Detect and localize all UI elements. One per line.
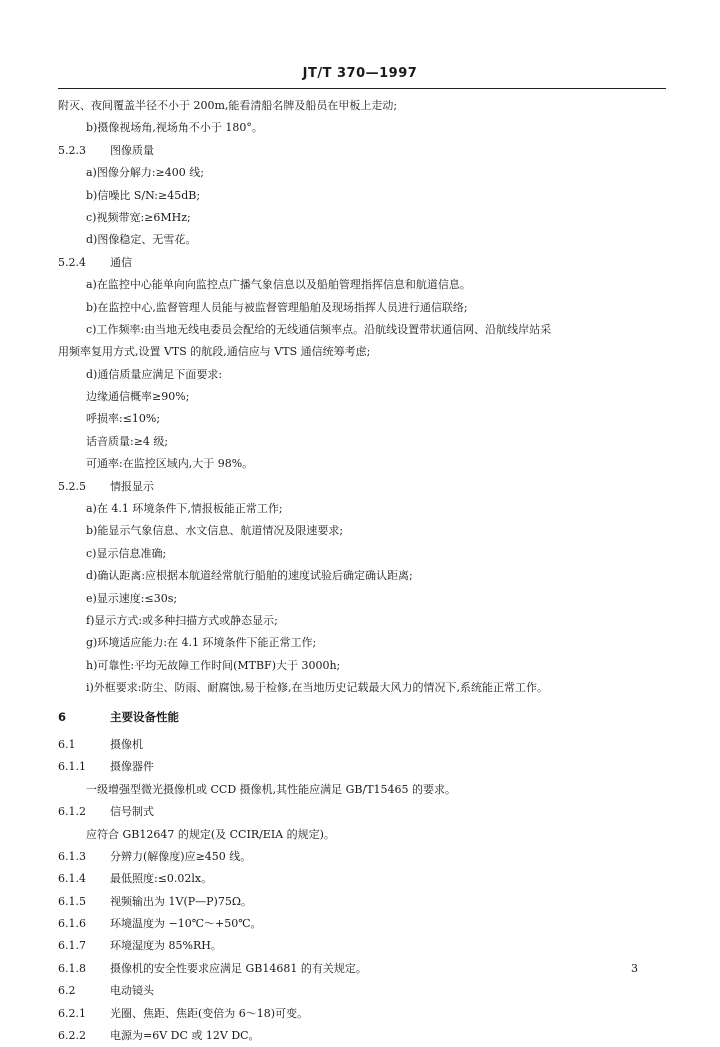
line-text: 主要设备性能 <box>110 709 179 724</box>
clause-number: 6.2.1 <box>58 1006 86 1020</box>
line-text: 分辨力(解像度)应≥450 线。 <box>110 849 252 863</box>
clause-number: 6 <box>58 709 67 724</box>
text-line <box>58 655 670 677</box>
document-body <box>58 95 670 1047</box>
clause-line <box>58 891 670 913</box>
line-text: 电源为=6V DC 或 12V DC。 <box>110 1029 260 1043</box>
clause-line <box>58 140 670 162</box>
text-line <box>58 610 670 632</box>
clause-number: 5.2.3 <box>58 143 86 157</box>
text-line <box>58 274 670 296</box>
line-text: b)信噪比 S/N:≥45dB; <box>86 188 201 202</box>
text-line <box>58 779 670 801</box>
clause-line <box>58 868 670 890</box>
line-text: 用频率复用方式,设置 VTS 的航段,通信应与 VTS 通信统筹考虑; <box>58 345 371 359</box>
line-text: 可通率:在监控区域内,大于 98%。 <box>86 457 254 471</box>
text-line <box>58 453 670 475</box>
line-text: 环境温度为 −10℃～+50℃。 <box>110 917 262 931</box>
line-text: 一级增强型微光摄像机或 CCD 摄像机,其性能应满足 GB/T15465 的要求。 <box>86 782 457 796</box>
line-text: b)在监控中心,监督管理人员能与被监督管理船舶及现场指挥人员进行通信联络; <box>86 300 468 314</box>
clause-number: 6.1.6 <box>58 917 86 931</box>
line-text: 通信 <box>110 255 132 269</box>
clause-line <box>58 980 670 1002</box>
line-text: 摄像机的安全性要求应满足 GB14681 的有关规定。 <box>110 961 367 975</box>
text-line <box>58 408 670 430</box>
line-text: 附灭、夜间覆盖半径不小于 200m,能看清船名牌及船员在甲板上走动; <box>58 99 398 112</box>
clause-line <box>58 476 670 498</box>
clause-number: 6.1.2 <box>58 805 86 819</box>
text-line <box>58 341 670 363</box>
line-text: d)确认距离:应根据本航道经常航行船舶的速度试验后确定确认距离; <box>86 569 413 583</box>
text-line <box>58 431 670 453</box>
clause-number: 6.1.5 <box>58 894 86 908</box>
line-text: 摄像器件 <box>110 760 154 774</box>
text-line <box>58 364 670 386</box>
text-line <box>58 498 670 520</box>
line-text: a)在 4.1 环境条件下,情报板能正常工作; <box>86 502 283 516</box>
clause-line <box>58 801 670 823</box>
clause-line <box>58 756 670 778</box>
line-text: e)显示速度:≤30s; <box>86 591 178 605</box>
clause-line <box>58 846 670 868</box>
clause-line <box>58 706 670 728</box>
clause-number: 6.1.4 <box>58 872 86 886</box>
line-text: 情报显示 <box>110 479 154 493</box>
clause-number: 5.2.5 <box>58 479 86 493</box>
text-line <box>58 297 670 319</box>
text-line <box>58 632 670 654</box>
clause-number: 6.1.1 <box>58 760 86 774</box>
text-line <box>58 565 670 587</box>
line-text: d)图像稳定、无雪花。 <box>86 233 197 247</box>
clause-number: 6.1.3 <box>58 849 86 863</box>
text-line <box>58 162 670 184</box>
line-text: h)可靠性:平均无故障工作时间(MTBF)大于 3000h; <box>86 658 341 672</box>
clause-number: 6.1.8 <box>58 961 86 975</box>
text-line <box>58 677 670 699</box>
clause-line <box>58 734 670 756</box>
line-text: b)摄像视场角,视场角不小于 180°。 <box>86 121 263 135</box>
clause-number: 6.1 <box>58 737 76 751</box>
line-text: c)视频带宽:≥6MHz; <box>86 210 191 224</box>
line-text: 最低照度:≤0.02lx。 <box>110 872 213 886</box>
standard-code-header: JT/T 370—1997 <box>302 66 418 81</box>
text-line <box>58 185 670 207</box>
line-text: g)环境适应能力:在 4.1 环境条件下能正常工作; <box>86 636 317 650</box>
line-text: c)显示信息准确; <box>86 546 167 560</box>
clause-number: 6.1.7 <box>58 939 86 953</box>
line-text: 呼损率:≤10%; <box>86 412 161 426</box>
clause-line <box>58 252 670 274</box>
clause-line <box>58 1003 670 1025</box>
line-text: 摄像机 <box>110 737 143 751</box>
line-text: 图像质量 <box>110 143 154 157</box>
text-line <box>58 520 670 542</box>
page-number: 3 <box>631 962 638 975</box>
line-text: a)在监控中心能单向向监控点广播气象信息以及船舶管理指挥信息和航道信息。 <box>86 278 471 292</box>
line-text: 应符合 GB12647 的规定(及 CCIR/EIA 的规定)。 <box>86 827 335 841</box>
clause-line <box>58 958 670 980</box>
line-text: f)显示方式:或多种扫描方式或静态显示; <box>86 613 278 627</box>
line-text: 边缘通信概率≥90%; <box>86 390 190 404</box>
line-text: 电动镜头 <box>110 984 154 998</box>
text-line <box>58 207 670 229</box>
line-text: c)工作频率:由当地无线电委员会配给的无线通信频率点。沿航线设置带状通信网、沿航线岸站采 <box>86 322 552 336</box>
line-text: 光圈、焦距、焦距(变倍为 6～18)可变。 <box>110 1006 309 1020</box>
clause-number: 5.2.4 <box>58 255 86 269</box>
clause-line <box>58 1025 670 1047</box>
clause-number: 6.2 <box>58 984 76 998</box>
line-text: b)能显示气象信息、水文信息、航道情况及限速要求; <box>86 524 344 538</box>
text-line <box>58 319 670 341</box>
text-line <box>58 229 670 251</box>
clause-number: 6.2.2 <box>58 1029 86 1043</box>
text-line <box>58 543 670 565</box>
line-text: 信号制式 <box>110 805 154 819</box>
line-text: a)图像分解力:≥400 线; <box>86 166 204 180</box>
text-line <box>58 386 670 408</box>
line-text: i)外框要求:防尘、防雨、耐腐蚀,易于检修,在当地历史记载最大风力的情况下,系统能正常工作。 <box>86 681 549 695</box>
text-line <box>58 117 670 139</box>
clause-line <box>58 935 670 957</box>
line-text: 话音质量:≥4 级; <box>86 434 169 448</box>
header-rule <box>58 88 666 89</box>
clause-line <box>58 913 670 935</box>
text-line <box>58 824 670 846</box>
text-line <box>58 95 670 117</box>
line-text: 环境湿度为 85%RH。 <box>110 939 222 953</box>
line-text: 视频输出为 1V(P—P)75Ω。 <box>110 894 252 908</box>
text-line <box>58 588 670 610</box>
line-text: d)通信质量应满足下面要求: <box>86 367 223 381</box>
